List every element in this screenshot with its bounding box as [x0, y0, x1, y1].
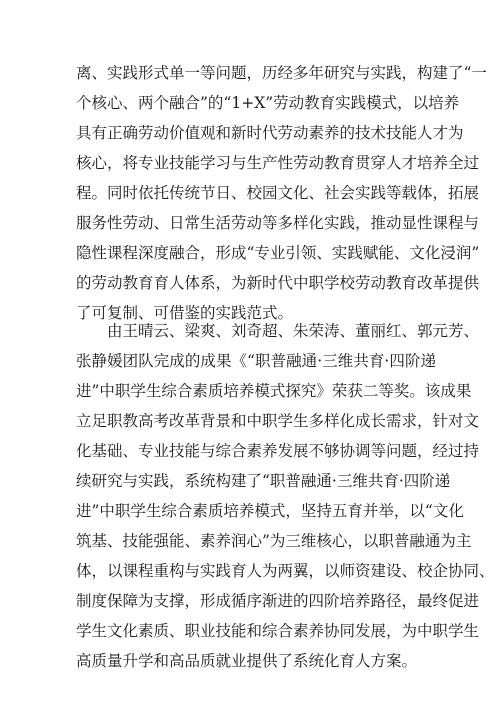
text-line: 化基础、专业技能与综合素养发展不够协调等问题，经过持 — [76, 442, 480, 460]
text-line: 制度保障为支撑，形成循序渐进的四阶培养路径，最终促进 — [76, 592, 480, 610]
text-line: 个核心、两个融合”的“1+X”劳动教育实践模式，以培养 — [76, 94, 460, 112]
text-line: 离、实践形式单一等问题，历经多年研究与实践，构建了“一 — [76, 64, 487, 82]
text-line: 由王晴云、梁爽、刘奇超、朱荣涛、董丽红、郭元芳、 — [107, 322, 480, 340]
text-line: 服务性劳动、日常生活劳动等多样化实践，推动显性课程与 — [76, 214, 480, 232]
text-line: 续研究与实践，系统构建了“职普融通·三维共育·四阶递 — [76, 472, 451, 490]
paragraph-2 — [76, 316, 495, 676]
text-line: 进”中职学生综合素质培养模式探究》荣获二等奖。该成果 — [76, 382, 472, 400]
text-line: 立足职教高考改革背景和中职学生多样化成长需求，针对文 — [76, 412, 480, 430]
text-line: 张静媛团队完成的成果《“职普融通·三维共育·四阶递 — [76, 352, 436, 370]
text-line: 体，以课程重构与实践育人为两翼，以师资建设、校企协同、 — [76, 562, 495, 580]
text-line: 具有正确劳动价值观和新时代劳动素养的技术技能人才为 — [76, 124, 464, 142]
text-line: 进”中职学生综合素质培养模式，坚持五育并举，以“文化 — [76, 502, 464, 520]
paragraph-1 — [76, 58, 487, 328]
text-line: 了可复制、可借鉴的实践范式。 — [76, 304, 294, 322]
text-line: 程。同时依托传统节日、校园文化、社会实践等载体，拓展 — [76, 184, 480, 202]
text-line: 核心，将专业技能学习与生产性劳动教育贯穿人才培养全过 — [76, 154, 480, 172]
text-line: 学生文化素质、职业技能和综合素养协同发展，为中职学生 — [76, 622, 480, 640]
text-line: 高质量升学和高品质就业提供了系统化育人方案。 — [76, 652, 418, 670]
text-line: 筑基、技能强能、素养润心”为三维核心，以职普融通为主 — [76, 532, 472, 550]
text-line: 的劳动教育育人体系，为新时代中职学校劳动教育改革提供 — [76, 274, 480, 292]
text-line: 隐性课程深度融合，形成“专业引领、实践赋能、文化浸润” — [76, 244, 480, 262]
